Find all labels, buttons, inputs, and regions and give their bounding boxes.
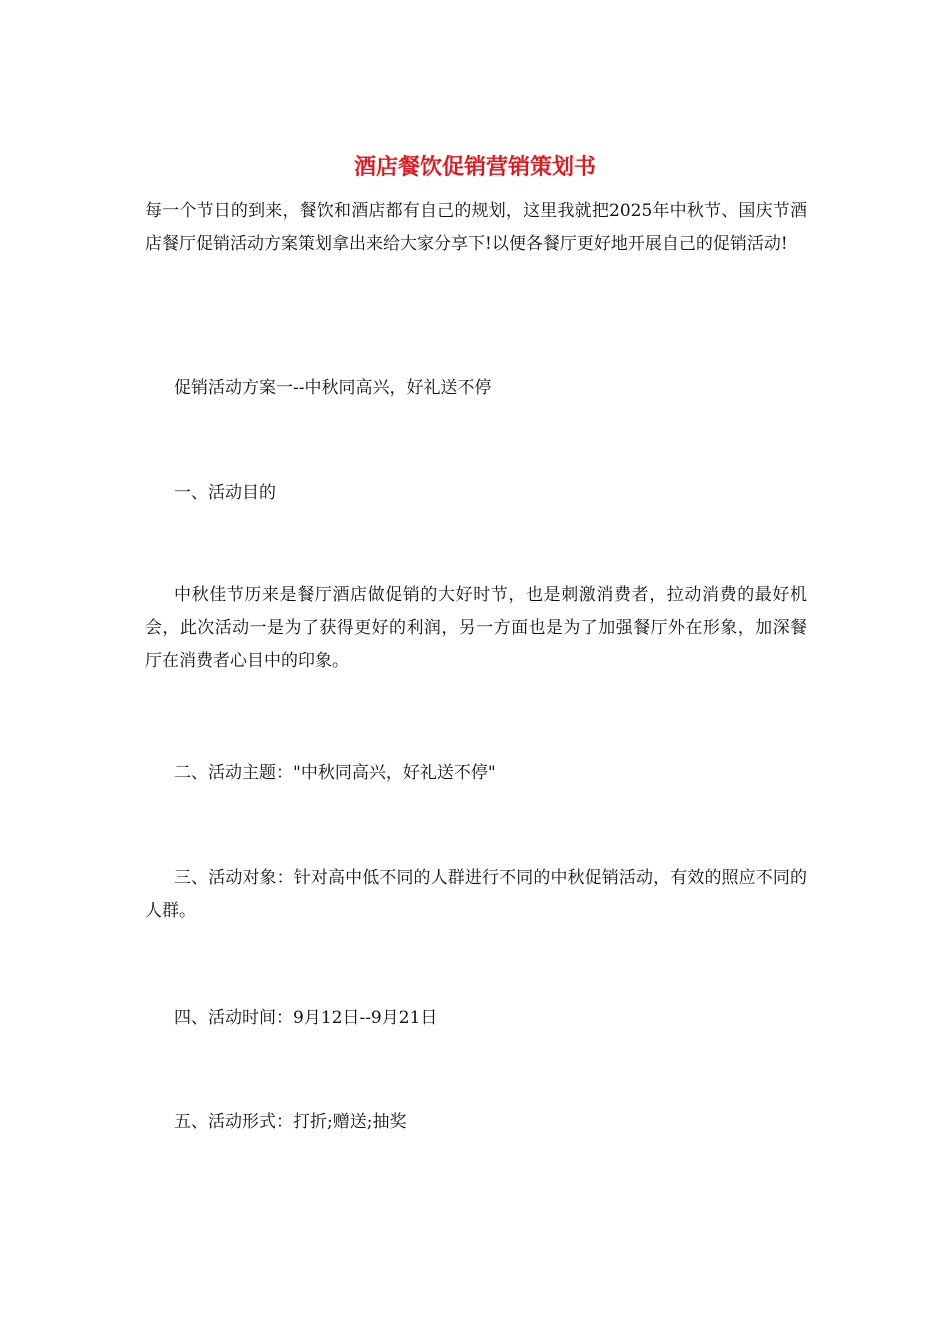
- intro-paragraph: 每一个节日的到来，餐饮和酒店都有自己的规划，这里我就把2025年中秋节、国庆节酒店餐厅促销活动方案策划拿出来给大家分享下!以便各餐厅更好地开展自己的促销活动!: [145, 201, 807, 254]
- section-heading-purpose: 一、活动目的: [174, 483, 276, 503]
- section-heading-format: 五、活动形式：打折;赠送;抽奖: [174, 1112, 407, 1132]
- section-heading-time: 四、活动时间：9月12日--9月21日: [174, 1008, 438, 1028]
- plan-heading: 促销活动方案一--中秋同高兴，好礼送不停: [174, 378, 492, 398]
- section-heading-theme: 二、活动主题："中秋同高兴，好礼送不停": [174, 763, 496, 783]
- document-title: 酒店餐饮促销营销策划书: [353, 155, 596, 180]
- section-heading-audience: 三、活动对象：针对高中低不同的人群进行不同的中秋促销活动，有效的照应不同的人群。: [145, 868, 807, 921]
- section-body-purpose: 中秋佳节历来是餐厅酒店做促销的大好时节，也是刺激消费者，拉动消费的最好机会，此次活动一是为了获得更好的利润，另一方面也是为了加强餐厅外在形象，加深餐厅在消费者心目中的印象。: [145, 585, 807, 671]
